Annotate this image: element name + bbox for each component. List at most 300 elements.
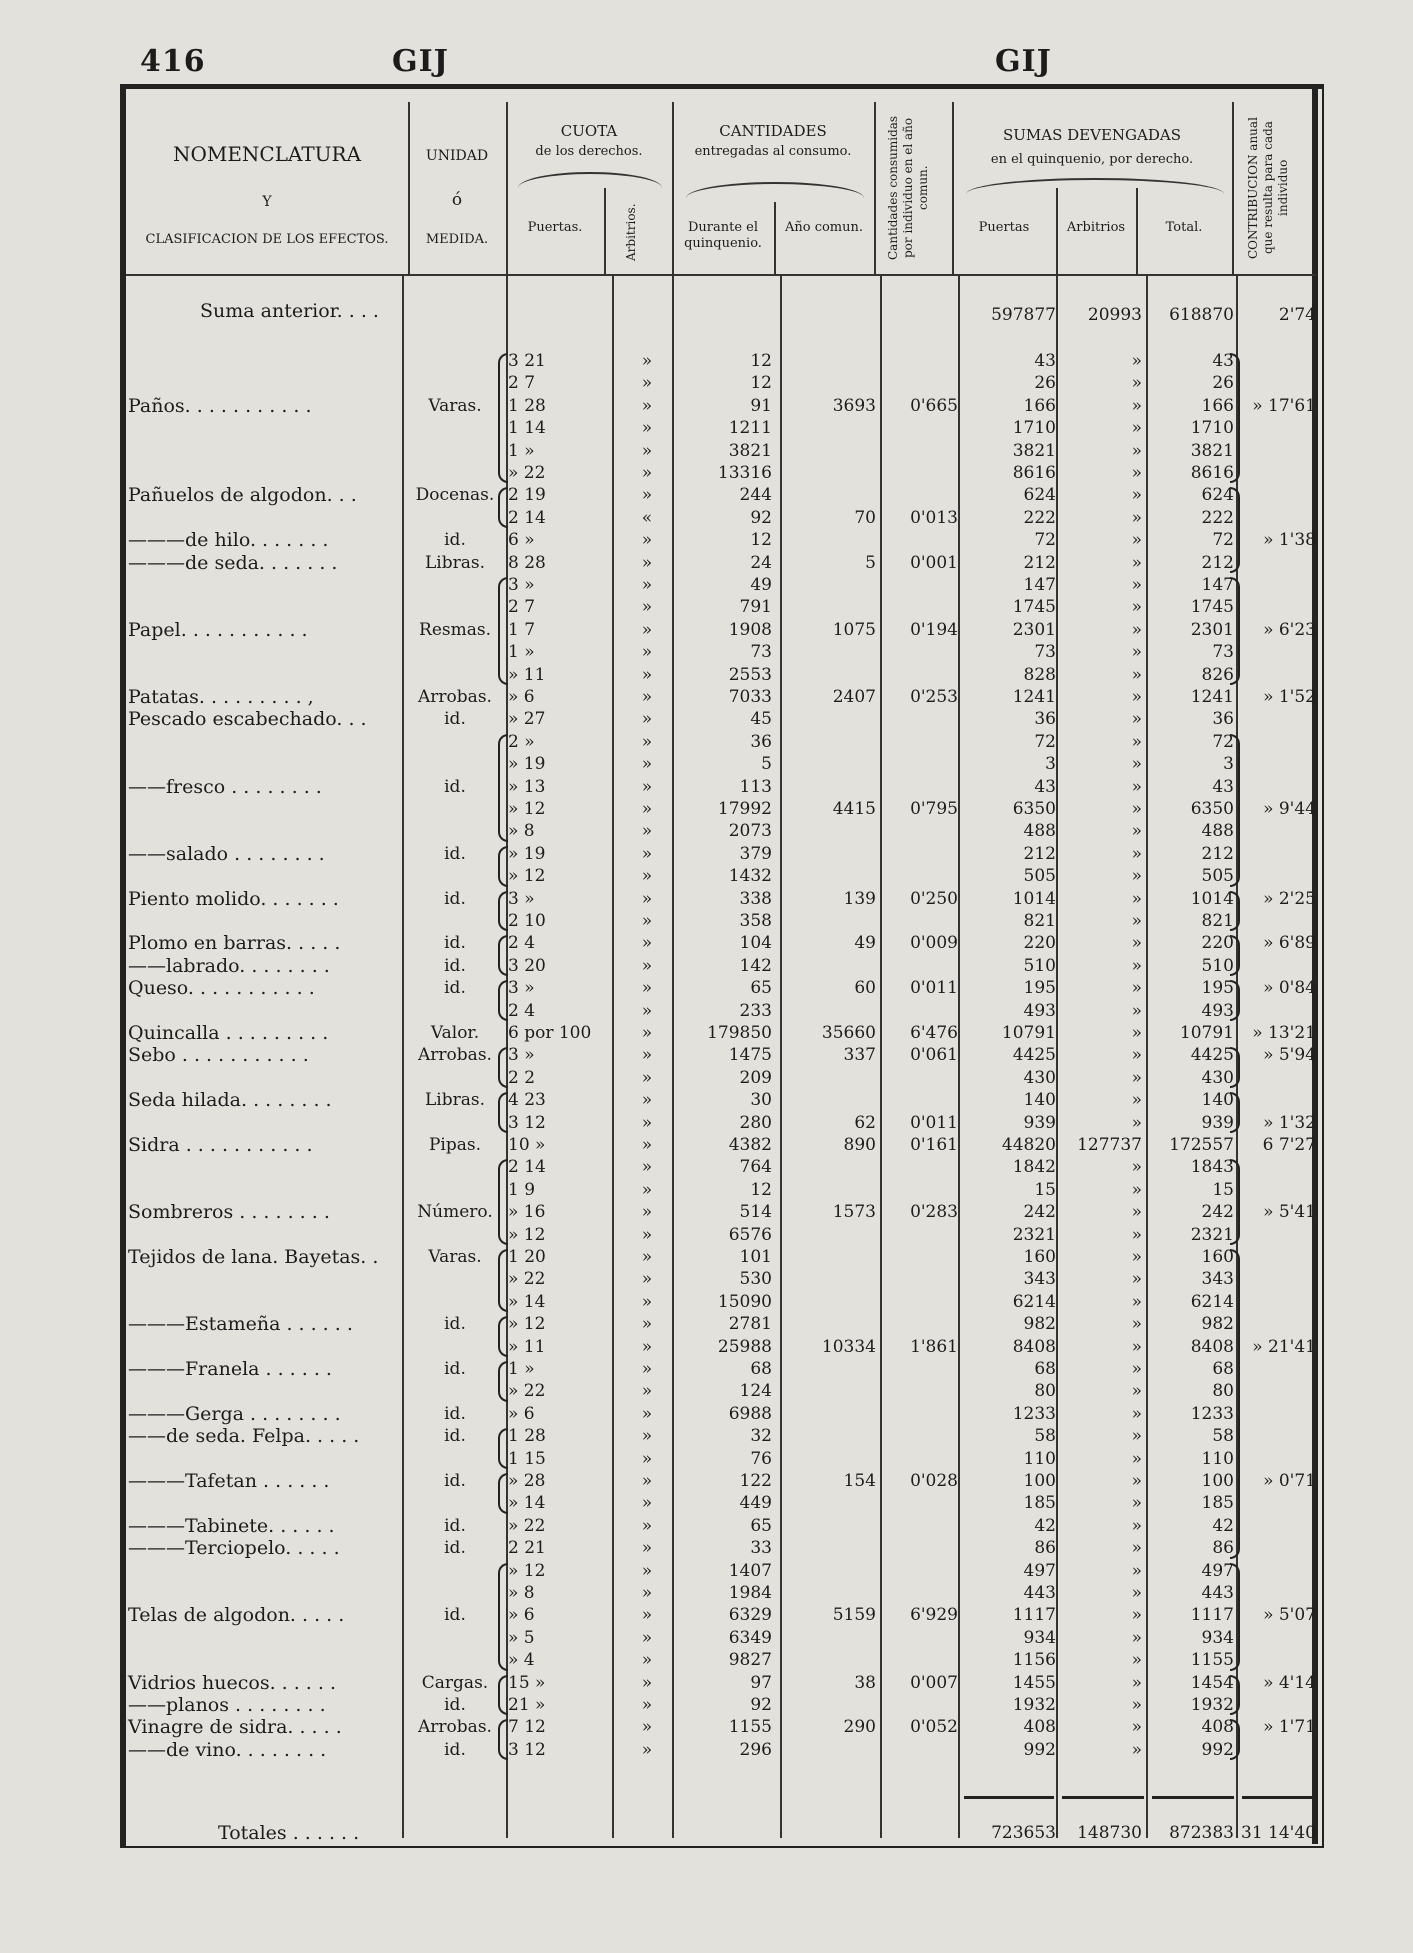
row-46-sa: » [1131, 1381, 1142, 1402]
row-58-cuota: » 4 [508, 1650, 535, 1671]
row-7-sp: 222 [1023, 507, 1056, 528]
row-49-q: 76 [750, 1448, 772, 1469]
row-35-label: Sidra . . . . . . . . . . . [128, 1134, 313, 1156]
row-28-arb: » [641, 978, 653, 999]
row-16-sa: » [1131, 709, 1142, 730]
row-1-q: 12 [750, 373, 772, 394]
row-43-cuota: » 12 [508, 1314, 546, 1335]
row-0-sa: » [1131, 351, 1142, 371]
cuota-brace-13 [498, 1361, 508, 1402]
group-14-contrib: » 5'41 [1263, 1202, 1316, 1223]
row-14-q: 2553 [728, 664, 772, 685]
row-42-st: 6214 [1190, 1291, 1234, 1312]
row-6-cuota: 2 19 [508, 485, 546, 506]
row-54-q: 1407 [728, 1560, 772, 1581]
row-34-st: 939 [1201, 1112, 1234, 1133]
row-44-st: 8408 [1190, 1336, 1234, 1357]
contrib-brace-10 [1230, 1249, 1240, 1559]
totals-rule-puertas [964, 1796, 1054, 1799]
row-33-sp: 140 [1023, 1090, 1056, 1111]
table-header [126, 102, 1316, 274]
row-55-cuota: » 8 [508, 1583, 535, 1603]
row-30-unit: Valor. [430, 1023, 480, 1043]
row-48-unit: id. [444, 1426, 466, 1447]
row-11-q: 791 [739, 597, 772, 618]
row-8-unit: id. [444, 530, 466, 551]
header-cantidades: CANTIDADES [719, 122, 827, 140]
group-11-contrib: » 5'94 [1263, 1045, 1316, 1066]
row-23-sp: 505 [1023, 866, 1056, 887]
row-10-q: 49 [750, 575, 772, 595]
row-49-st: 110 [1201, 1448, 1234, 1469]
row-27-arb: » [641, 955, 653, 976]
group-10-contrib: » 13'21 [1252, 1023, 1316, 1043]
row-13-q: 73 [750, 642, 772, 663]
row-56-unit: id. [444, 1605, 466, 1626]
row-24-sp: 1014 [1012, 888, 1056, 909]
contrib-brace-6 [1230, 980, 1240, 1021]
row-18-sa: » [1131, 754, 1142, 775]
row-12-sa: » [1131, 619, 1142, 640]
row-43-st: 982 [1201, 1314, 1234, 1335]
row-29-sa: » [1131, 1000, 1142, 1021]
row-57-sp: 934 [1023, 1627, 1056, 1648]
row-42-sp: 6214 [1012, 1291, 1056, 1312]
cuota-brace-2 [498, 577, 508, 685]
row-18-sp: 3 [1045, 754, 1056, 775]
row-19-q: 113 [739, 776, 772, 797]
row-30-sa: » [1131, 1023, 1142, 1043]
row-45-sa: » [1131, 1359, 1142, 1379]
row-31-sa: » [1131, 1045, 1142, 1066]
row-6-sa: » [1131, 485, 1142, 506]
row-50-st: 100 [1201, 1471, 1234, 1491]
row-57-cuota: » 5 [508, 1627, 535, 1648]
header-bottom-rule [126, 274, 1316, 276]
row-1-cuota: 2 7 [508, 373, 536, 394]
row-38-label: Sombreros . . . . . . . . [128, 1201, 330, 1224]
row-32-arb: » [641, 1067, 653, 1088]
group-10-anno: 35660 [821, 1023, 876, 1043]
row-19-label: ——fresco . . . . . . . . [128, 775, 322, 798]
group-18-ind: 0'007 [910, 1672, 958, 1693]
row-20-sp: 6350 [1012, 799, 1056, 819]
row-43-sp: 982 [1023, 1314, 1056, 1335]
page-number: 416 [140, 44, 206, 79]
row-61-unit: Arrobas. [418, 1717, 492, 1738]
row-49-sp: 110 [1023, 1448, 1056, 1469]
row-29-q: 233 [739, 1000, 772, 1021]
row-35-sa: 127737 [1077, 1135, 1142, 1155]
row-45-arb: » [641, 1359, 653, 1379]
row-3-sp: 1710 [1012, 418, 1056, 439]
row-9-arb: » [641, 552, 653, 573]
row-15-sp: 1241 [1012, 687, 1056, 707]
group-15-ind: 1'861 [910, 1336, 958, 1357]
row-50-unit: id. [444, 1471, 466, 1491]
row-48-label: ——de seda. Felpa. . . . . [128, 1425, 360, 1448]
row-25-st: 821 [1201, 911, 1234, 931]
group-6-anno: 4415 [832, 799, 876, 819]
row-5-cuota: » 22 [508, 463, 546, 483]
row-19-cuota: » 13 [508, 776, 546, 797]
row-14-arb: » [641, 664, 653, 685]
row-6-unit: Docenas. [415, 485, 495, 506]
totals-rule-total [1152, 1796, 1234, 1799]
row-24-arb: » [641, 888, 653, 909]
row-23-st: 505 [1201, 866, 1234, 887]
group-18-anno: 38 [854, 1672, 876, 1693]
row-58-arb: » [641, 1650, 653, 1671]
row-44-cuota: » 11 [508, 1336, 546, 1357]
row-37-arb: » [641, 1179, 653, 1200]
row-20-cuota: » 12 [508, 799, 546, 819]
cuota-brace-3 [498, 734, 508, 842]
row-22-unit: id. [444, 843, 466, 864]
row-10-cuota: 3 » [508, 575, 535, 595]
header-clasificacion: CLASIFICACION DE LOS EFECTOS. [145, 232, 389, 247]
row-28-unit: id. [444, 978, 466, 999]
row-57-st: 934 [1201, 1627, 1234, 1648]
row-47-q: 6988 [728, 1403, 772, 1424]
row-56-cuota: » 6 [508, 1605, 535, 1626]
row-5-q: 13316 [717, 463, 772, 483]
row-2-q: 91 [750, 395, 772, 416]
row-6-st: 624 [1201, 485, 1234, 506]
row-25-sa: » [1131, 911, 1142, 931]
row-25-cuota: 2 10 [508, 911, 546, 931]
row-26-unit: id. [444, 933, 466, 954]
row-52-cuota: » 22 [508, 1515, 546, 1536]
row-6-label: Pañuelos de algodon. . . [128, 484, 357, 507]
row-3-sa: » [1131, 418, 1142, 439]
row-45-st: 68 [1212, 1359, 1234, 1379]
row-50-q: 122 [739, 1471, 772, 1491]
row-26-st: 220 [1201, 933, 1234, 954]
header-y: Y [262, 194, 272, 210]
row-39-sa: » [1131, 1224, 1142, 1245]
group-12-ind: 0'011 [910, 1112, 958, 1133]
row-39-arb: » [641, 1224, 653, 1245]
row-26-sa: » [1131, 933, 1142, 954]
row-57-sa: » [1131, 1627, 1142, 1648]
group-8-contrib: » 6'89 [1263, 933, 1316, 954]
row-11-cuota: 2 7 [508, 597, 536, 618]
row-38-arb: » [641, 1202, 653, 1223]
row-61-sa: » [1131, 1717, 1142, 1738]
row-30-st: 10791 [1179, 1023, 1234, 1043]
row-27-unit: id. [444, 955, 466, 976]
row-60-unit: id. [444, 1695, 466, 1715]
row-41-sp: 343 [1023, 1269, 1056, 1290]
row-61-st: 408 [1201, 1717, 1234, 1738]
row-19-unit: id. [444, 776, 466, 797]
row-24-cuota: 3 » [508, 888, 535, 909]
contrib-brace-7 [1230, 1047, 1240, 1088]
row-2-unit: Varas. [428, 395, 482, 416]
row-13-cuota: 1 » [508, 642, 535, 663]
header-cuota-brace [518, 172, 662, 188]
row-6-arb: » [641, 485, 653, 506]
row-4-cuota: 1 » [508, 440, 535, 461]
row-2-st: 166 [1201, 395, 1234, 416]
row-42-arb: » [641, 1291, 653, 1312]
row-9-label: ———de seda. . . . . . . [128, 551, 338, 574]
row-33-cuota: 4 23 [508, 1090, 546, 1111]
row-14-sa: » [1131, 664, 1142, 685]
row-2-sp: 166 [1023, 395, 1056, 416]
contrib-brace-2 [1230, 577, 1240, 685]
contrib-brace-12 [1230, 1675, 1240, 1716]
group-19-ind: 0'052 [910, 1717, 958, 1738]
row-8-q: 12 [750, 530, 772, 551]
row-21-arb: » [641, 821, 653, 842]
row-56-label: Telas de algodon. . . . . [128, 1604, 345, 1627]
row-7-q: 92 [750, 507, 772, 528]
row-16-st: 36 [1212, 709, 1234, 730]
row-55-sa: » [1131, 1583, 1142, 1603]
row-62-sp: 992 [1023, 1739, 1056, 1760]
row-3-q: 1211 [728, 418, 772, 439]
row-9-sa: » [1131, 552, 1142, 573]
row-30-q: 179850 [707, 1023, 772, 1043]
cuota-brace-15 [498, 1473, 508, 1514]
row-25-q: 358 [739, 911, 772, 931]
suma-anterior-label: Suma anterior. . . . [200, 300, 379, 322]
row-40-q: 101 [739, 1247, 772, 1267]
row-29-st: 493 [1201, 1000, 1234, 1021]
row-19-sp: 43 [1034, 776, 1056, 797]
row-13-sa: » [1131, 642, 1142, 663]
row-54-arb: » [641, 1560, 653, 1581]
cuota-brace-10 [498, 1159, 508, 1245]
row-4-arb: » [641, 440, 653, 461]
row-29-arb: » [641, 1000, 653, 1021]
row-62-unit: id. [444, 1739, 466, 1760]
row-28-cuota: 3 » [508, 978, 535, 999]
row-3-cuota: 1 14 [508, 418, 546, 439]
cuota-brace-0 [498, 353, 508, 483]
row-34-q: 280 [739, 1112, 772, 1133]
row-9-sp: 212 [1023, 552, 1056, 573]
row-24-sa: » [1131, 888, 1142, 909]
header-sumas-sub: en el quinquenio, por derecho. [990, 152, 1194, 167]
row-7-cuota: 2 14 [508, 507, 546, 528]
row-23-q: 1432 [728, 866, 772, 887]
contrib-brace-8 [1230, 1092, 1240, 1133]
header-s-arbitrios: Arbitrios [1066, 220, 1126, 235]
row-10-st: 147 [1201, 575, 1234, 595]
row-52-q: 65 [750, 1515, 772, 1536]
row-17-st: 72 [1212, 731, 1234, 752]
row-13-sp: 73 [1034, 642, 1056, 663]
row-62-sa: » [1131, 1739, 1142, 1760]
group-13-contrib: 6 7'27 [1262, 1135, 1316, 1155]
row-35-st: 172557 [1169, 1135, 1234, 1155]
row-45-unit: id. [444, 1359, 466, 1379]
row-56-st: 1117 [1190, 1605, 1234, 1626]
row-61-cuota: 7 12 [508, 1717, 546, 1738]
header-o: ó [451, 190, 463, 210]
row-38-st: 242 [1201, 1202, 1234, 1223]
row-6-q: 244 [739, 485, 772, 506]
totales-puertas: 723653 [991, 1823, 1056, 1843]
row-53-cuota: 2 21 [508, 1538, 546, 1559]
header-ano: Año comun. [784, 220, 864, 235]
group-3-anno: 5 [865, 552, 876, 573]
row-12-arb: » [641, 619, 653, 640]
row-41-sa: » [1131, 1269, 1142, 1290]
row-55-st: 443 [1201, 1583, 1234, 1603]
row-43-arb: » [641, 1314, 653, 1335]
row-51-st: 185 [1201, 1493, 1234, 1514]
row-47-st: 1233 [1190, 1403, 1234, 1424]
row-28-st: 195 [1201, 978, 1234, 999]
group-7-anno: 139 [843, 888, 876, 909]
row-43-label: ———Estameña . . . . . . [128, 1313, 353, 1336]
row-36-arb: » [641, 1157, 653, 1178]
row-53-label: ———Terciopelo. . . . . [128, 1537, 340, 1560]
cuota-brace-6 [498, 935, 508, 976]
row-33-unit: Libras. [425, 1090, 485, 1111]
row-6-sp: 624 [1023, 485, 1056, 506]
header-contribucion: CONTRIBUCION anual que resulta para cada individuo [1246, 117, 1290, 259]
row-11-sp: 1745 [1012, 597, 1056, 618]
row-16-label: Pescado escabechado. . . [128, 708, 367, 731]
row-40-sa: » [1131, 1247, 1142, 1267]
row-53-q: 33 [750, 1538, 772, 1559]
row-35-sp: 44820 [1001, 1135, 1056, 1155]
row-17-sp: 72 [1034, 731, 1056, 752]
group-19-contrib: » 1'71 [1263, 1717, 1316, 1738]
header-medida: MEDIDA. [425, 232, 489, 247]
group-4-contrib: » 6'23 [1263, 619, 1316, 640]
row-28-q: 65 [750, 978, 772, 999]
row-20-arb: » [641, 799, 653, 819]
group-13-ind: 0'161 [910, 1135, 958, 1155]
row-12-unit: Resmas. [419, 619, 491, 640]
row-56-sa: » [1131, 1605, 1142, 1626]
row-37-cuota: 1 9 [508, 1179, 536, 1200]
row-50-arb: » [641, 1471, 653, 1491]
row-17-cuota: 2 » [508, 731, 535, 752]
row-46-sp: 80 [1034, 1381, 1056, 1402]
totales-label: Totales . . . . . . [218, 1822, 360, 1844]
suma-anterior-contrib: 2'74 [1278, 305, 1316, 325]
group-5-ind: 0'253 [910, 687, 958, 707]
row-19-sa: » [1131, 776, 1142, 797]
contrib-brace-3 [1230, 734, 1240, 887]
row-20-sa: » [1131, 799, 1142, 819]
row-0-arb: » [641, 351, 653, 371]
row-31-q: 1475 [728, 1045, 772, 1066]
row-60-label: ——planos . . . . . . . . [128, 1694, 326, 1716]
row-10-arb: » [641, 575, 653, 595]
group-5-anno: 2407 [832, 687, 876, 707]
group-4-anno: 1075 [832, 619, 876, 640]
group-12-contrib: » 1'32 [1263, 1112, 1316, 1133]
row-15-label: Patatas. . . . . . . . . , [128, 686, 314, 708]
row-17-arb: » [641, 731, 653, 752]
row-48-st: 58 [1212, 1426, 1234, 1447]
row-33-label: Seda hilada. . . . . . . . [128, 1089, 332, 1112]
row-45-sp: 68 [1034, 1359, 1056, 1379]
row-12-sp: 2301 [1012, 619, 1056, 640]
row-52-sp: 42 [1034, 1515, 1056, 1536]
row-60-st: 1932 [1190, 1695, 1234, 1715]
totals-rule-arbitrios [1062, 1796, 1144, 1799]
row-40-label: Tejidos de lana. Bayetas. . [128, 1246, 379, 1268]
group-17-anno: 5159 [832, 1605, 876, 1626]
row-18-q: 5 [761, 754, 772, 775]
row-51-arb: » [641, 1493, 653, 1514]
row-36-st: 1843 [1190, 1157, 1234, 1178]
row-9-unit: Libras. [425, 552, 485, 573]
row-52-arb: » [641, 1515, 653, 1536]
row-27-q: 142 [739, 955, 772, 976]
row-44-sp: 8408 [1012, 1336, 1056, 1357]
header-cantidades-brace [686, 182, 864, 198]
row-0-sp: 43 [1034, 351, 1056, 371]
cuota-brace-4 [498, 846, 508, 887]
row-8-arb: » [641, 530, 653, 551]
group-1-anno: 70 [854, 507, 876, 528]
row-40-st: 160 [1201, 1247, 1234, 1267]
row-26-arb: » [641, 933, 653, 954]
row-53-unit: id. [444, 1538, 466, 1559]
row-30-label: Quincalla . . . . . . . . . [128, 1022, 329, 1044]
row-15-arb: » [641, 687, 653, 707]
row-61-q: 1155 [728, 1717, 772, 1738]
totales-total: 872383 [1169, 1823, 1234, 1843]
group-16-contrib: » 0'71 [1263, 1471, 1316, 1491]
row-8-cuota: 6 » [508, 530, 535, 551]
header-cantidades-sub: entregadas al consumo. [694, 144, 852, 159]
row-0-cuota: 3 21 [508, 351, 546, 371]
row-12-st: 2301 [1190, 619, 1234, 640]
row-31-cuota: 3 » [508, 1045, 535, 1066]
row-59-st: 1454 [1190, 1672, 1234, 1693]
header-sumas: SUMAS DEVENGADAS [1003, 126, 1181, 144]
row-47-sp: 1233 [1012, 1403, 1056, 1424]
row-59-cuota: 15 » [508, 1672, 546, 1693]
col-rule-unidad [402, 276, 404, 1838]
cuota-brace-16 [498, 1563, 508, 1671]
row-36-sa: » [1131, 1157, 1142, 1178]
row-9-cuota: 8 28 [508, 552, 546, 573]
totals-rule-contrib [1242, 1796, 1312, 1799]
row-38-q: 514 [739, 1202, 772, 1223]
row-37-sp: 15 [1034, 1179, 1056, 1200]
header-unidad: UNIDAD [425, 148, 489, 164]
row-52-st: 42 [1212, 1515, 1234, 1536]
row-31-sp: 4425 [1012, 1045, 1056, 1066]
row-46-arb: » [641, 1381, 653, 1402]
row-32-st: 430 [1201, 1067, 1234, 1088]
row-21-st: 488 [1201, 821, 1234, 842]
cuota-brace-1 [498, 487, 508, 528]
row-21-cuota: » 8 [508, 821, 535, 842]
row-11-arb: » [641, 597, 653, 618]
row-34-arb: » [641, 1112, 653, 1133]
row-4-sa: » [1131, 440, 1142, 461]
row-18-arb: » [641, 754, 653, 775]
row-35-arb: » [641, 1135, 653, 1155]
row-26-sp: 220 [1023, 933, 1056, 954]
row-42-q: 15090 [717, 1291, 772, 1312]
contrib-brace-4 [1230, 891, 1240, 932]
row-11-st: 1745 [1190, 597, 1234, 618]
